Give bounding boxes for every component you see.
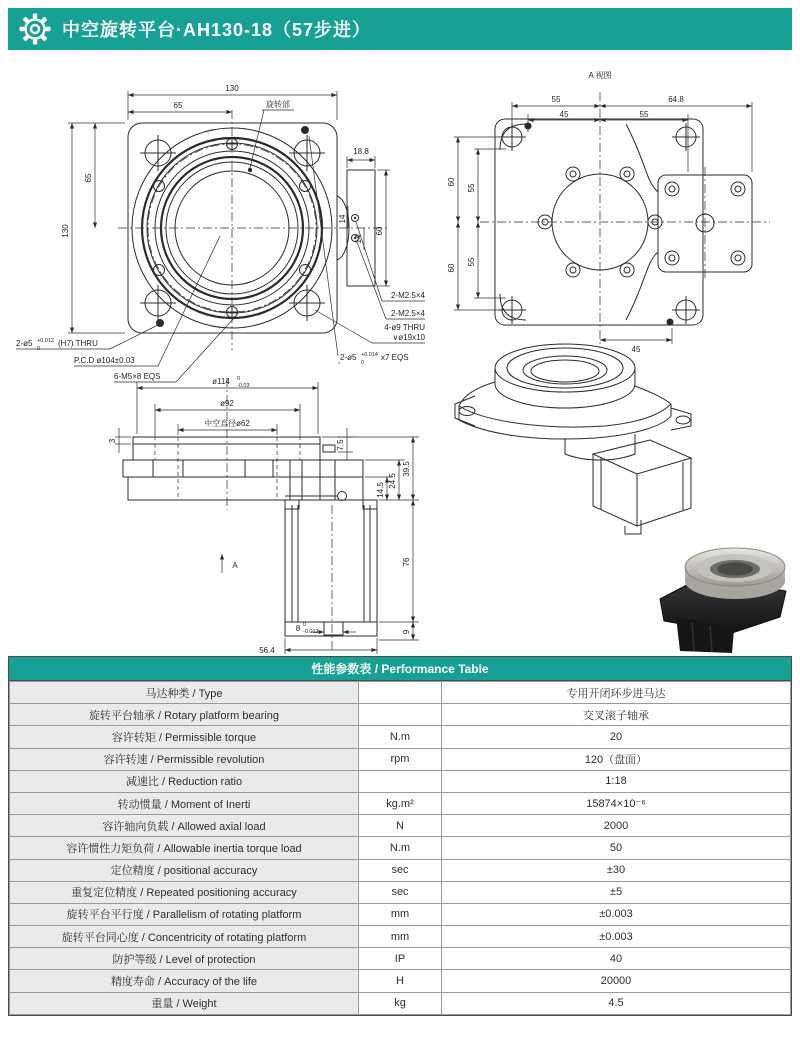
dim-label: 130 <box>61 224 70 238</box>
view-title: A 视图 <box>588 71 612 80</box>
table-cell-unit: sec <box>359 859 442 881</box>
table-cell-unit: kg <box>359 992 442 1014</box>
dim-label: 0 <box>237 376 241 382</box>
side-view-drawing <box>95 360 455 656</box>
table-row <box>10 970 791 992</box>
annotation: 4-ø9 THRU <box>384 323 425 332</box>
table-row <box>10 926 791 948</box>
table-cell-value: 120（盘面） <box>442 748 791 770</box>
table-cell-value: 4.5 <box>442 992 791 1014</box>
table-cell-label: 旋转平台同心度 / Concentricity of rotating platform <box>10 926 359 948</box>
annotation: x7 EQS <box>381 353 409 362</box>
table-row <box>10 682 791 704</box>
table-cell-unit <box>359 704 442 726</box>
table-cell-label: 重复定位精度 / Repeated positioning accuracy <box>10 881 359 903</box>
view-direction-label: A <box>232 561 238 570</box>
table-cell-label: 重量 / Weight <box>10 992 359 1014</box>
table-cell-label: 转动惯量 / Moment of Inerti <box>10 792 359 814</box>
table-row <box>10 992 791 1014</box>
table-row <box>10 792 791 814</box>
dim-label: 55 <box>467 183 476 193</box>
table-row <box>10 726 791 748</box>
table-cell-label: 容许轴向负载 / Allowed axial load <box>10 815 359 837</box>
annotation: 0 <box>361 360 365 366</box>
table-row <box>10 948 791 970</box>
dim-label: 18.8 <box>353 147 369 156</box>
table-cell-label: 定位精度 / positional accuracy <box>10 859 359 881</box>
performance-table-body <box>10 682 791 1015</box>
annotation: (H7) THRU <box>58 339 98 348</box>
product-photo <box>640 533 792 655</box>
dim-label: 9 <box>402 629 411 635</box>
table-cell-label: 旋转平台平行度 / Parallelism of rotating platform <box>10 903 359 925</box>
table-cell-label: 减速比 / Reduction ratio <box>10 770 359 792</box>
dim-label: 7.5 <box>336 439 345 451</box>
annotation: 2-ø5 <box>16 339 33 348</box>
dim-label: 39.5 <box>402 461 411 477</box>
table-cell-unit: N.m <box>359 726 442 748</box>
annotation: +0.014 <box>361 352 378 358</box>
table-cell-value: ±5 <box>442 881 791 903</box>
table-cell-label: 精度寿命 / Accuracy of the life <box>10 970 359 992</box>
dim-label: 14 <box>354 234 363 244</box>
table-cell-label: 防护等级 / Level of protection <box>10 948 359 970</box>
annotation: +0.012 <box>37 338 54 344</box>
table-cell-value: 2000 <box>442 815 791 837</box>
annotation: 2-ø5 <box>340 353 357 362</box>
table-cell-unit: kg.m² <box>359 792 442 814</box>
dim-label: 0 <box>303 622 307 628</box>
table-cell-unit: N.m <box>359 837 442 859</box>
front-view-drawing <box>10 58 430 388</box>
performance-table-header <box>8 656 792 681</box>
table-cell-value: ±0.003 <box>442 903 791 925</box>
isometric-drawing <box>445 330 705 540</box>
table-cell-value: 1:18 <box>442 770 791 792</box>
annotation: 2-M2.5×4 <box>390 291 425 300</box>
table-row <box>10 704 791 726</box>
table-cell-value: 15874×10⁻⁶ <box>442 792 791 814</box>
header-bar <box>8 8 792 50</box>
annotation: 2-M2.5×4 <box>390 309 425 318</box>
dim-label: -0.03 <box>237 383 250 389</box>
table-cell-label: 容许转速 / Permissible revolution <box>10 748 359 770</box>
table-cell-label: 容许惯性力矩负荷 / Allowable inertia torque load <box>10 837 359 859</box>
dim-label: 130 <box>225 84 239 93</box>
dim-label: 45 <box>631 345 641 354</box>
table-cell-unit: mm <box>359 903 442 925</box>
dim-label: 60 <box>447 177 456 187</box>
table-cell-value: 交叉滚子轴承 <box>442 704 791 726</box>
a-view-drawing <box>440 52 790 357</box>
dim-label: 55 <box>551 95 561 104</box>
dim-label: 45 <box>559 110 569 119</box>
dim-label: 65 <box>173 101 183 110</box>
dim-label: 55 <box>639 110 649 119</box>
table-cell-value: 40 <box>442 948 791 970</box>
table-row <box>10 815 791 837</box>
gear-icon <box>18 12 52 46</box>
rotating-part-label: 旋转部 <box>266 100 290 109</box>
table-cell-label: 马达种类 / Type <box>10 682 359 704</box>
dim-label: 55 <box>467 257 476 267</box>
table-cell-unit <box>359 682 442 704</box>
table-cell-value: 专用开闭环步进马达 <box>442 682 791 704</box>
table-cell-unit: H <box>359 970 442 992</box>
performance-table <box>8 681 792 1016</box>
dim-label: 76 <box>402 557 411 567</box>
table-cell-unit: IP <box>359 948 442 970</box>
table-cell-value: 20000 <box>442 970 791 992</box>
table-cell-value: ±0.003 <box>442 926 791 948</box>
annotation: ∨ø19x10 <box>392 333 425 342</box>
dim-label: 3 <box>108 438 117 444</box>
dim-label: -0.012 <box>303 629 319 635</box>
performance-table-title: 性能参数表 / Performance Table <box>311 662 489 676</box>
page-title: 中空旋转平台·AH130-18（57步进） <box>62 20 372 40</box>
table-row <box>10 770 791 792</box>
table-cell-unit: rpm <box>359 748 442 770</box>
annotation: P.C.D ø104±0.03 <box>74 356 135 365</box>
dim-label: 中空直径ø62 <box>204 419 250 428</box>
annotation: 6-M5×8 EQS <box>114 372 161 381</box>
table-cell-unit <box>359 770 442 792</box>
annotation: 0 <box>37 346 41 352</box>
table-cell-unit: mm <box>359 926 442 948</box>
table-row <box>10 881 791 903</box>
dim-label: 14.5 <box>376 482 385 498</box>
table-row <box>10 837 791 859</box>
table-cell-unit: sec <box>359 881 442 903</box>
table-cell-value: 50 <box>442 837 791 859</box>
dim-label: ø92 <box>220 399 234 408</box>
dim-label: 65 <box>84 173 93 183</box>
dim-label: ø114 <box>212 377 230 386</box>
table-cell-label: 容许转矩 / Permissible torque <box>10 726 359 748</box>
dim-label: 14 <box>338 214 347 224</box>
table-cell-label: 旋转平台轴承 / Rotary platform bearing <box>10 704 359 726</box>
table-cell-unit: N <box>359 815 442 837</box>
dim-label: 56.4 <box>259 646 275 655</box>
table-row <box>10 859 791 881</box>
table-row <box>10 903 791 925</box>
table-row <box>10 748 791 770</box>
dim-label: 24.5 <box>388 473 397 489</box>
dim-label: 8 <box>295 624 301 633</box>
table-cell-value: 20 <box>442 726 791 748</box>
dim-label: 60 <box>447 263 456 273</box>
dim-label: 64.8 <box>668 95 684 104</box>
dim-label: 60 <box>375 226 384 236</box>
table-cell-value: ±30 <box>442 859 791 881</box>
